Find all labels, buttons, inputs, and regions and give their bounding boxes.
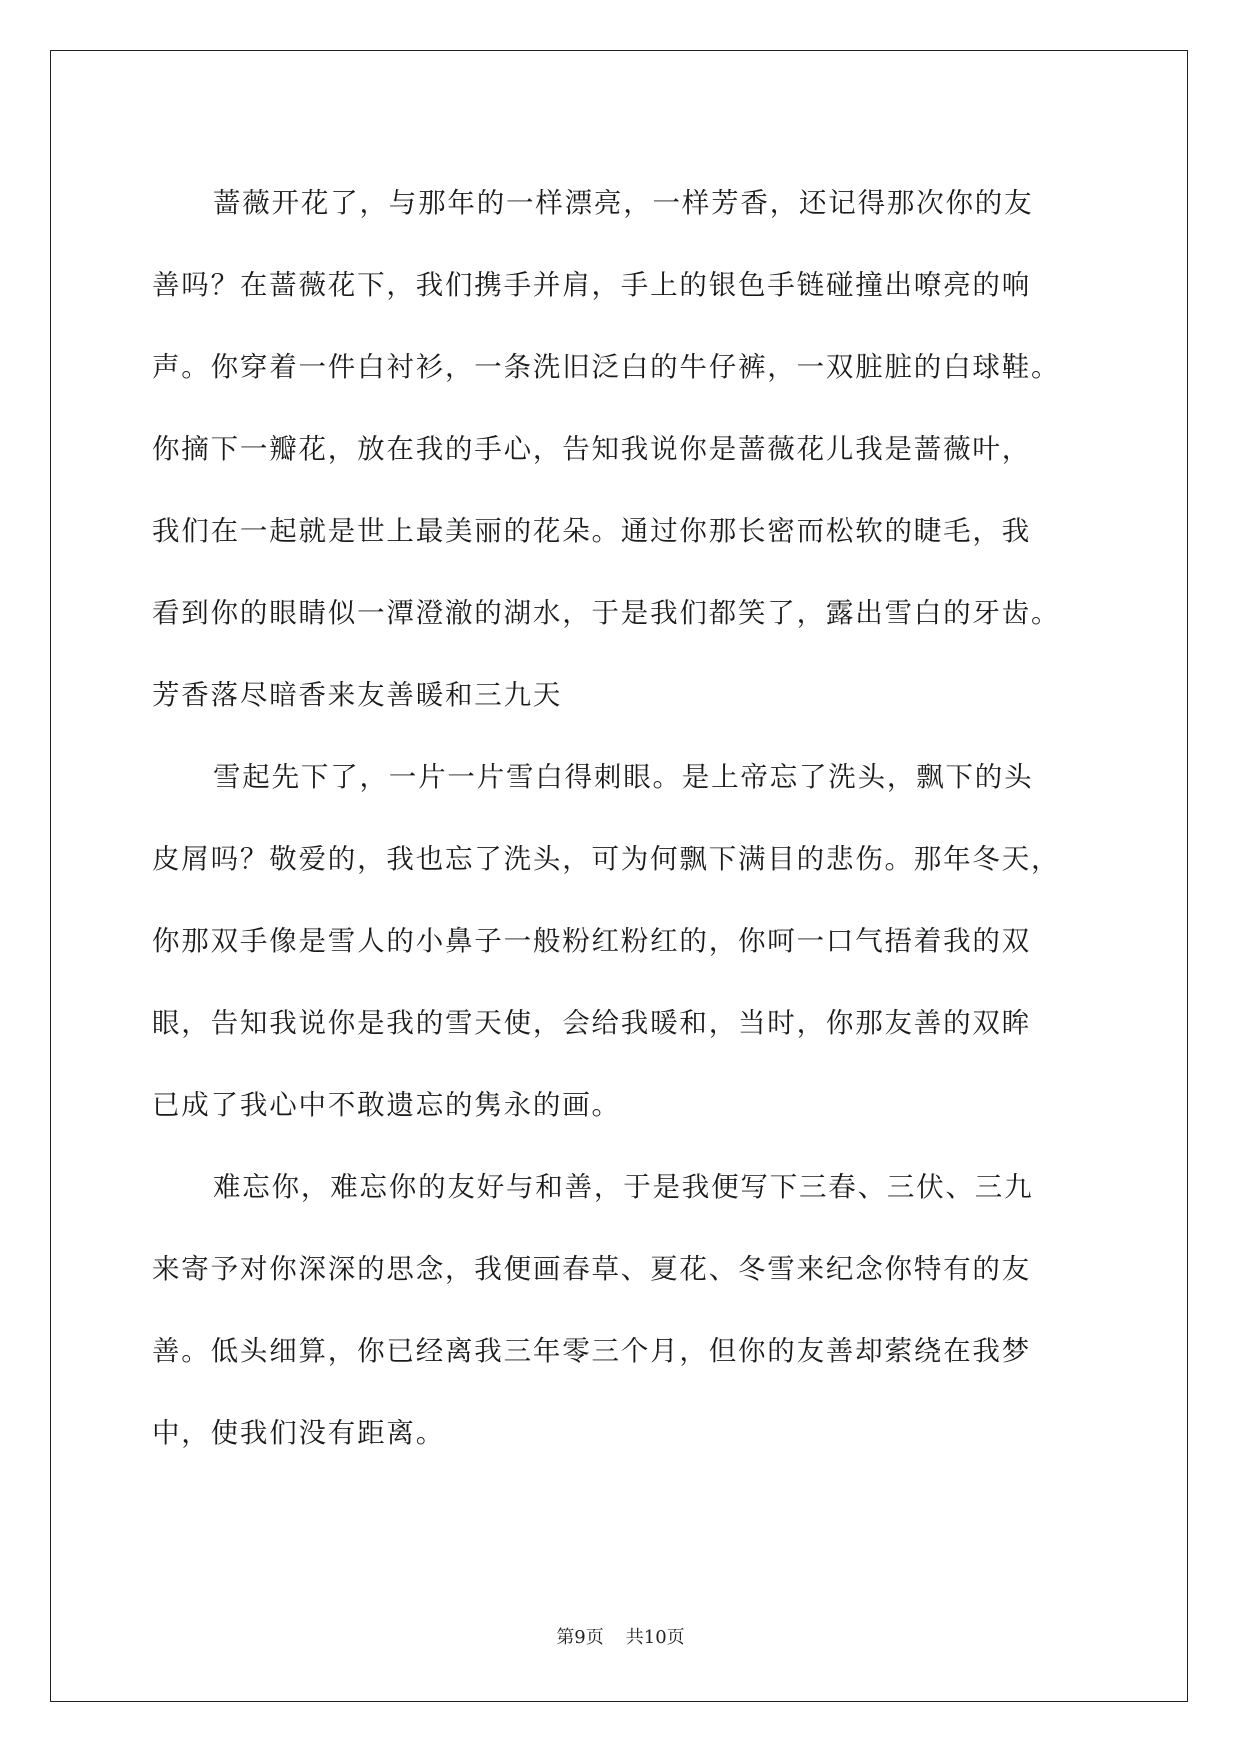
paragraph-line: 中，使我们没有距离。 bbox=[152, 1417, 445, 1449]
paragraph-line: 声。你穿着一件白衬衫，一条洗旧泛白的牛仔裤，一双脏脏的白球鞋。 bbox=[152, 351, 1061, 383]
paragraph-line: 善。低头细算，你已经离我三年零三个月，但你的友善却萦绕在我梦 bbox=[152, 1335, 1031, 1367]
page-number: 第9页 bbox=[556, 1627, 604, 1648]
paragraph-line: 雪起先下了，一片一片雪白得刺眼。是上帝忘了洗头，飘下的头 bbox=[213, 761, 1034, 793]
page-total: 共10页 bbox=[625, 1627, 685, 1648]
paragraph-line: 难忘你，难忘你的友好与和善，于是我便写下三春、三伏、三九 bbox=[213, 1171, 1034, 1203]
paragraph-line: 已成了我心中不敢遗忘的隽永的画。 bbox=[152, 1089, 621, 1121]
paragraph-line: 皮屑吗？敬爱的，我也忘了洗头，可为何飘下满目的悲伤。那年冬天， bbox=[152, 843, 1061, 875]
paragraph-line: 蔷薇开花了，与那年的一样漂亮，一样芳香，还记得那次你的友 bbox=[213, 187, 1034, 219]
paragraph-line: 来寄予对你深深的思念，我便画春草、夏花、冬雪来纪念你特有的友 bbox=[152, 1253, 1031, 1285]
document-body bbox=[152, 162, 1102, 1474]
page-footer bbox=[0, 1623, 1241, 1649]
paragraph-line: 我们在一起就是世上最美丽的花朵。通过你那长密而松软的睫毛，我 bbox=[152, 515, 1031, 547]
paragraph-line: 看到你的眼睛似一潭澄澈的湖水，于是我们都笑了，露出雪白的牙齿。 bbox=[152, 597, 1061, 629]
paragraph-line: 你那双手像是雪人的小鼻子一般粉红粉红的，你呵一口气捂着我的双 bbox=[152, 925, 1031, 957]
section-heading: 芳香落尽暗香来友善暖和三九天 bbox=[152, 679, 563, 711]
paragraph-line: 善吗？在蔷薇花下，我们携手并肩，手上的银色手链碰撞出嘹亮的响 bbox=[152, 269, 1031, 301]
paragraph-line: 你摘下一瓣花，放在我的手心，告知我说你是蔷薇花儿我是蔷薇叶， bbox=[152, 433, 1031, 465]
paragraph-line: 眼，告知我说你是我的雪天使，会给我暖和，当时，你那友善的双眸 bbox=[152, 1007, 1031, 1039]
